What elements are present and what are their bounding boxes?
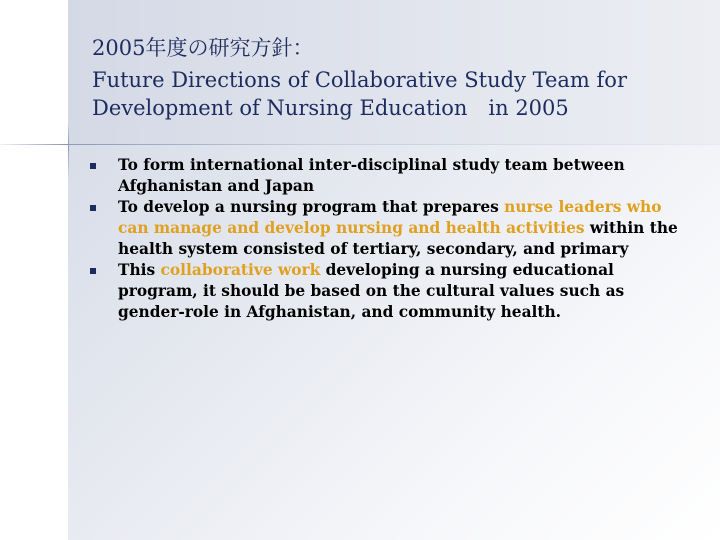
bullet-item-3	[90, 260, 680, 323]
square-bullet-icon	[90, 205, 96, 211]
bullet-list	[90, 155, 680, 323]
bullet-3-text-after: developing a nursing educational program, it should be based on the cultural values such as gender-role in Afghanistan, and community health.	[118, 261, 625, 321]
bullet-2-highlight: nurse leaders who can manage and develop nursing and health activities	[118, 198, 662, 237]
title-japanese: 2005年度の研究方針：	[92, 36, 314, 60]
bullet-1-text: To form international inter-disciplinal study team between Afghanistan and Japan	[118, 156, 625, 195]
left-panel	[0, 0, 68, 540]
accent-vertical-line	[68, 122, 69, 180]
bullet-3-highlight: collaborative work	[160, 261, 321, 279]
title-english: Future Directions of Collaborative Study Team for Development of Nursing Education in 2005	[92, 68, 627, 120]
bullet-2-text-before: To develop a nursing program that prepares	[118, 198, 505, 216]
square-bullet-icon	[90, 268, 96, 274]
slide-title	[92, 34, 712, 122]
bullet-item-1	[90, 155, 680, 197]
bullet-item-2	[90, 197, 680, 260]
bullet-3-text-before: This	[118, 261, 161, 279]
bullet-2-text-after: within the health system consisted of tertiary, secondary, and primary	[118, 219, 678, 258]
square-bullet-icon	[90, 163, 96, 169]
title-divider-line	[0, 144, 720, 145]
